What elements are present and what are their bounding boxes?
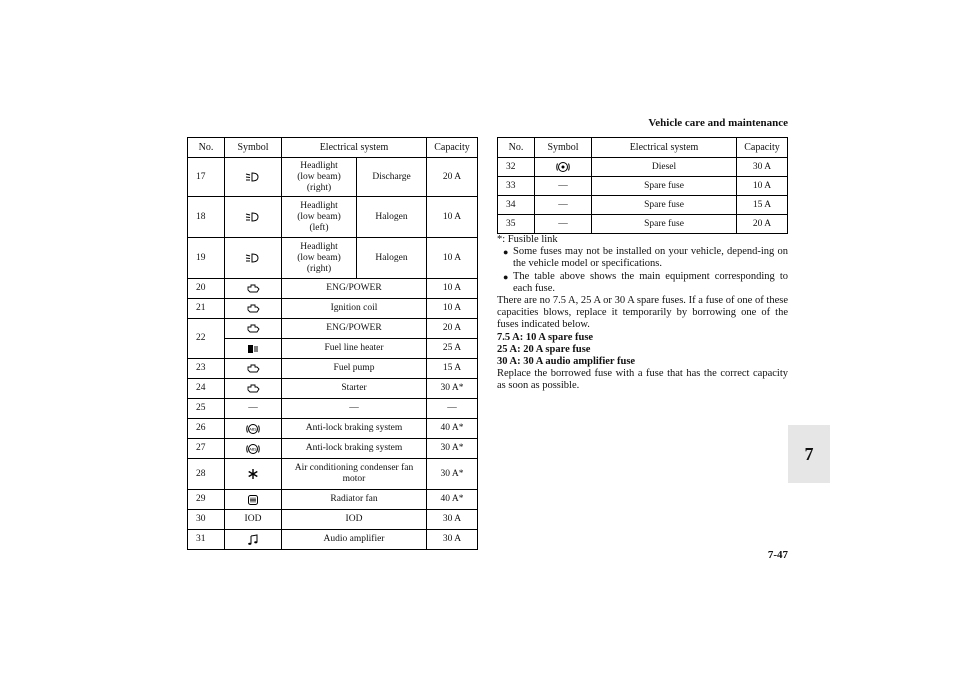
row-capacity: 25 A [427, 339, 478, 359]
col-electrical-system: Electrical system [592, 138, 737, 158]
col-no: No. [188, 138, 225, 158]
engine-icon [225, 319, 282, 339]
row-capacity: 20 A [427, 319, 478, 339]
row-capacity: 10 A [427, 238, 478, 279]
row-system: Headlight (low beam) (left) [282, 197, 357, 238]
row-no: 32 [498, 158, 535, 177]
row-subtype: Halogen [357, 197, 427, 238]
row-symbol: — [535, 215, 592, 234]
row-no: 28 [188, 459, 225, 490]
row-capacity: — [427, 399, 478, 419]
row-symbol: IOD [225, 510, 282, 530]
row-subtype: Halogen [357, 238, 427, 279]
col-electrical-system: Electrical system [282, 138, 427, 158]
col-capacity: Capacity [427, 138, 478, 158]
svg-text:ABS: ABS [249, 447, 257, 452]
row-subtype: Discharge [357, 158, 427, 197]
table-row [188, 319, 478, 339]
svg-text:ABS: ABS [249, 427, 257, 432]
col-capacity: Capacity [737, 138, 788, 158]
table-row [188, 279, 478, 299]
row-capacity: 30 A* [427, 439, 478, 459]
row-system: Radiator fan [282, 490, 427, 510]
row-system: Spare fuse [592, 177, 737, 196]
headlight-icon [225, 158, 282, 197]
fuse-table-right [497, 137, 788, 234]
row-system: Ignition coil [282, 299, 427, 319]
spare-fuse-paragraph: There are no 7.5 A, 25 A or 30 A spare fuses. If a fuse of one of these capacities blows, replace it temporarily by borrowing one of the fuses indicated below. [497, 295, 788, 331]
row-no: 33 [498, 177, 535, 196]
row-symbol: — [535, 177, 592, 196]
engine-icon [225, 359, 282, 379]
table-row [188, 238, 478, 279]
row-system: Headlight (low beam) (right) [282, 238, 357, 279]
chapter-tab: 7 [788, 425, 830, 483]
bullet-text: Some fuses may not be installed on your vehicle, depend-ing on the vehicle model or specifications. [513, 246, 788, 270]
table-row [498, 158, 788, 177]
bullet-icon: ● [503, 271, 509, 282]
spare-fuse-line: 25 A: 20 A spare fuse [497, 343, 591, 355]
table-row [188, 510, 478, 530]
row-system: Starter [282, 379, 427, 399]
engine-icon [225, 379, 282, 399]
table-row [188, 299, 478, 319]
row-system: Headlight (low beam) (right) [282, 158, 357, 197]
row-system: ENG/POWER [282, 319, 427, 339]
table-row [498, 177, 788, 196]
table-row [188, 339, 478, 359]
table-row [498, 215, 788, 234]
row-capacity: 30 A [427, 510, 478, 530]
abs-icon [225, 419, 282, 439]
table-row [188, 490, 478, 510]
row-no: 21 [188, 299, 225, 319]
row-symbol: — [535, 196, 592, 215]
row-no: 20 [188, 279, 225, 299]
col-no: No. [498, 138, 535, 158]
row-no: 30 [188, 510, 225, 530]
spare-fuse-line: 7.5 A: 10 A spare fuse [497, 331, 594, 343]
table-row [188, 399, 478, 419]
row-capacity: 40 A* [427, 419, 478, 439]
row-symbol: — [225, 399, 282, 419]
row-no: 17 [188, 158, 225, 197]
table-row [188, 197, 478, 238]
row-no: 31 [188, 530, 225, 550]
table-row [188, 439, 478, 459]
fuel-heater-icon [225, 339, 282, 359]
row-capacity: 20 A [737, 215, 788, 234]
fusible-link-note: *: Fusible link [497, 234, 558, 245]
row-capacity: 10 A [427, 197, 478, 238]
row-system: Fuel pump [282, 359, 427, 379]
abs-icon [225, 439, 282, 459]
fuse-notes [497, 234, 788, 393]
row-no: 35 [498, 215, 535, 234]
headlight-icon [225, 197, 282, 238]
row-system: — [282, 399, 427, 419]
row-capacity: 10 A [427, 279, 478, 299]
ac-snowflake-icon [225, 459, 282, 490]
row-capacity: 15 A [737, 196, 788, 215]
row-no: 24 [188, 379, 225, 399]
row-no: 34 [498, 196, 535, 215]
row-system: Fuel line heater [282, 339, 427, 359]
bullet-text: The table above shows the main equipment corresponding to each fuse. [513, 270, 788, 294]
spare-fuse-line: 30 A: 30 A audio amplifier fuse [497, 356, 636, 368]
row-no: 27 [188, 439, 225, 459]
row-capacity: 10 A [427, 299, 478, 319]
radiator-fan-icon [225, 490, 282, 510]
table-header-row [188, 138, 478, 158]
col-symbol: Symbol [225, 138, 282, 158]
note-bullet [497, 271, 788, 295]
table-row [188, 530, 478, 550]
replace-fuse-paragraph: Replace the borrowed fuse with a fuse that has the correct capacity as soon as possible. [497, 368, 788, 392]
row-capacity: 30 A [427, 530, 478, 550]
row-capacity: 20 A [427, 158, 478, 197]
table-row [188, 158, 478, 197]
music-note-icon [225, 530, 282, 550]
row-no: 22 [188, 319, 225, 359]
row-no: 26 [188, 419, 225, 439]
row-system: ENG/POWER [282, 279, 427, 299]
headlight-icon [225, 238, 282, 279]
row-system: IOD [282, 510, 427, 530]
row-system: Diesel [592, 158, 737, 177]
row-system: Spare fuse [592, 196, 737, 215]
table-row [188, 419, 478, 439]
row-system: Air conditioning condenser fan motor [282, 459, 427, 490]
row-capacity: 30 A* [427, 379, 478, 399]
col-symbol: Symbol [535, 138, 592, 158]
row-capacity: 40 A* [427, 490, 478, 510]
engine-icon [225, 299, 282, 319]
row-capacity: 30 A [737, 158, 788, 177]
row-system: Anti-lock braking system [282, 439, 427, 459]
fuse-table-left [187, 137, 478, 550]
table-row [188, 459, 478, 490]
row-no: 19 [188, 238, 225, 279]
row-no: 23 [188, 359, 225, 379]
bullet-icon: ● [503, 247, 509, 258]
table-row [188, 379, 478, 399]
row-capacity: 10 A [737, 177, 788, 196]
section-title: Vehicle care and maintenance [648, 117, 788, 129]
diesel-icon [535, 158, 592, 177]
table-header-row [498, 138, 788, 158]
row-capacity: 15 A [427, 359, 478, 379]
row-system: Audio amplifier [282, 530, 427, 550]
row-capacity: 30 A* [427, 459, 478, 490]
note-bullet [497, 246, 788, 270]
row-no: 29 [188, 490, 225, 510]
row-no: 18 [188, 197, 225, 238]
table-row [188, 359, 478, 379]
table-row [498, 196, 788, 215]
row-system: Spare fuse [592, 215, 737, 234]
page-number: 7-47 [767, 549, 788, 561]
engine-icon [225, 279, 282, 299]
row-no: 25 [188, 399, 225, 419]
row-system: Anti-lock braking system [282, 419, 427, 439]
